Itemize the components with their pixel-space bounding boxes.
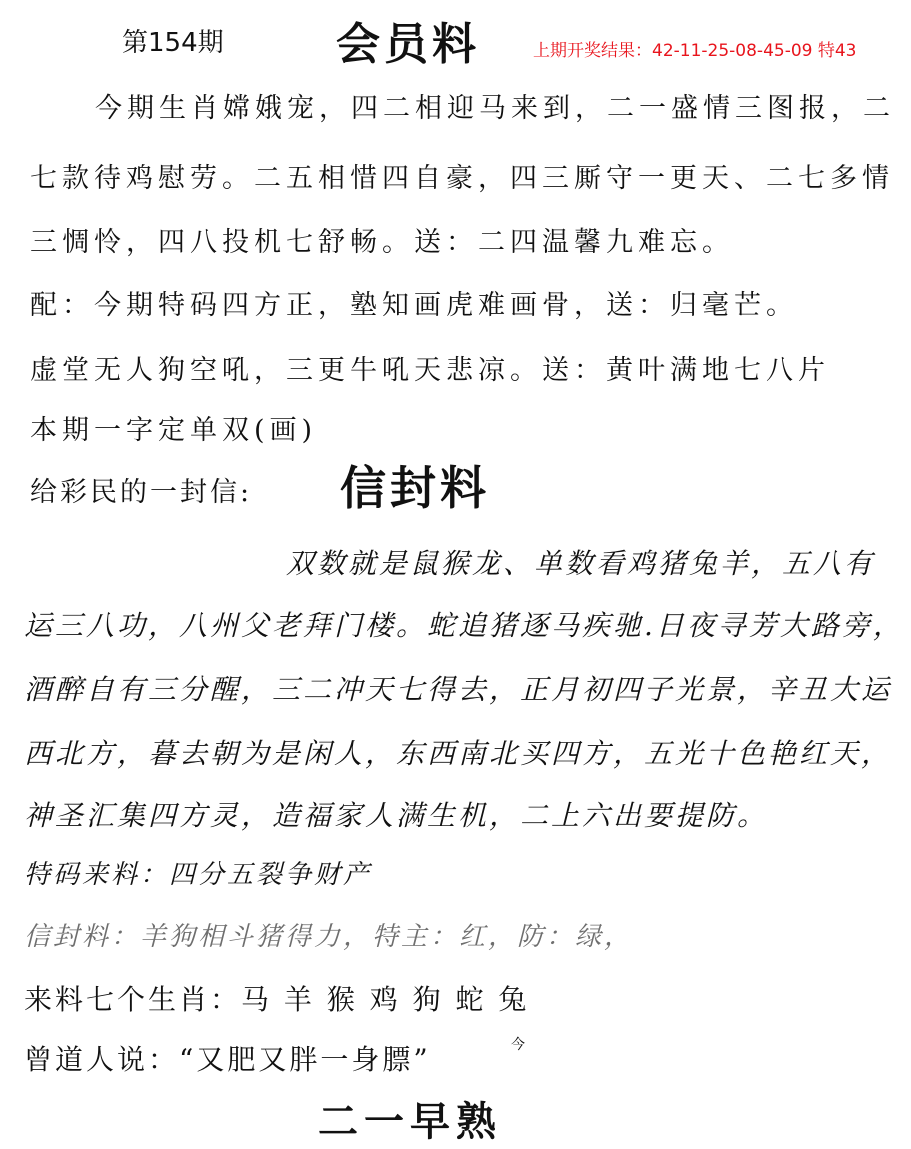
letter-line-9: 曾道人说：“又肥又胖一身膘” — [24, 1043, 431, 1076]
letter-title: 信封料 — [340, 461, 490, 515]
letter-label: 给彩民的一封信: — [30, 477, 253, 508]
member-line-4: 配：今期特码四方正，塾知画虎难画骨，送：归毫芒。 — [30, 290, 798, 321]
letter-line-2: 运三八功，八州父老拜门楼。蛇追猪逐马疾驰.日夜寻芳大路旁， — [24, 609, 904, 642]
letter-line-4: 西北方，暮去朝为是闲人，东西南北买四方，五光十色艳红天， — [24, 737, 893, 770]
member-line-3: 三惆怜，四八投机七舒畅。送：二四温馨九难忘。 — [30, 227, 734, 258]
footer-title: 二一早熟 — [318, 1098, 502, 1145]
member-line-5: 虚堂无人狗空吼，三更牛吼天悲凉。送：黄叶满地七八片 — [30, 355, 830, 386]
letter-line-6: 特码来料：四分五裂争财产 — [24, 860, 373, 890]
letter-line-3: 酒醉自有三分醒，三二冲天七得去，正月初四子光景，辛丑大运 — [24, 673, 893, 706]
letter-line-8: 来料七个生肖：马 羊 猴 鸡 狗 蛇 兔 — [24, 983, 530, 1016]
letter-line-5: 神圣汇集四方灵，造福家人满生机，二上六出要提防。 — [24, 799, 769, 832]
member-line-2: 七款待鸡慰劳。二五相惜四自豪，四三厮守一更天、二七多情 — [30, 163, 894, 194]
member-title: 会员料 — [336, 19, 480, 70]
member-line-6: 本期一字定单双(画) — [30, 415, 318, 446]
letter-line-7: 信封料：羊狗相斗猪得力，特主：红，防：绿， — [24, 922, 634, 952]
letter-line-1: 双数就是鼠猴龙、单数看鸡猪兔羊，五八有 — [286, 547, 876, 580]
previous-result: 上期开奖结果：42-11-25-08-45-09 特43 — [533, 41, 857, 61]
small-note: 今 — [511, 1037, 525, 1053]
member-line-1: 今期生肖嫦娥宠，四二相迎马来到，二一盛情三图报，二 — [95, 93, 895, 124]
issue-number: 第154期 — [122, 28, 224, 58]
